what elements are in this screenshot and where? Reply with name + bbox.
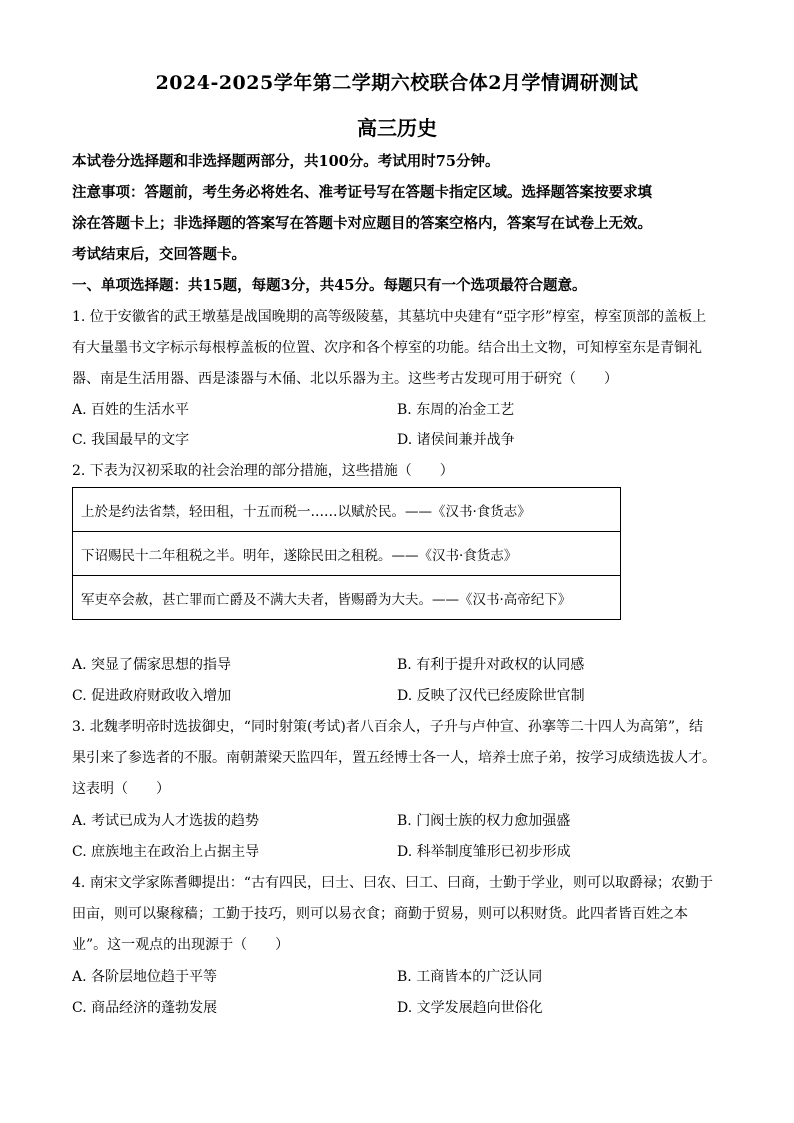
attention-line-3: 考试结束后，交回答题卡。 [72, 246, 246, 263]
q1-stem-line-1: 1. 位于安徽省的武王墩墓是战国晚期的高等级陵墓，其墓坑中央建有“亞字形”椁室，椁室顶部的盖板上 [72, 309, 707, 325]
q2-option-d: D. 反映了汉代已经废除世官制 [397, 688, 585, 704]
q1-option-b: B. 东周的冶金工艺 [397, 402, 515, 418]
q2-option-b: B. 有利于提升对政权的认同感 [397, 657, 585, 673]
q1-stem-line-3: 器、南是生活用器、西是漆器与木俑、北以乐器为主。这些考古发现可用于研究（ ） [72, 371, 618, 387]
q4-option-c: C. 商品经济的蓬勃发展 [72, 1000, 218, 1016]
attention-line-1: 注意事项：答题前，考生务必将姓名、准考证号写在答题卡指定区域。选择题答案按要求填 [72, 184, 652, 201]
q2-source-table [72, 487, 621, 620]
q2-option-c: C. 促进政府财政收入增加 [72, 688, 232, 704]
q1-option-a: A. 百姓的生活水平 [72, 402, 190, 418]
q1-stem-line-2: 有大量墨书文字标示每根椁盖板的位置、次序和各个椁室的功能。结合出土文物，可知椁室东是青铜礼 [72, 340, 702, 356]
table-cell: 军吏卒会赦，甚亡罪而亡爵及不满大夫者，皆赐爵为大夫。——《汉书·高帝纪下》 [73, 576, 621, 620]
q4-stem-line-3: 业”。这一观点的出现源于（ ） [72, 937, 290, 953]
q3-stem-line-2: 果引来了参选者的不服。南朝萧梁天监四年，置五经博士各一人，培养士庶子弟，按学习成绩选拔人才。 [72, 750, 716, 766]
exam-intro: 本试卷分选择题和非选择题两部分，共100分。考试用时75分钟。 [72, 153, 500, 170]
attention-line-2: 涂在答题卡上；非选择题的答案写在答题卡对应题目的答案空格内，答案写在试卷上无效。 [72, 215, 652, 232]
q3-option-b: B. 门阀士族的权力愈加强盛 [397, 813, 571, 829]
q3-option-c: C. 庶族地主在政治上占据主导 [72, 844, 260, 860]
q4-stem-line-1: 4. 南宋文学家陈耆卿提出：“古有四民，曰士、曰农、曰工、曰商，士勤于学业，则可以取爵禄；农勤于 [72, 875, 713, 891]
q3-option-a: A. 考试已成为人才选拔的趋势 [72, 813, 260, 829]
exam-title: 2024-2025学年第二学期六校联合体2月学情调研测试 [155, 72, 639, 94]
q2-stem-line-1: 2. 下表为汉初采取的社会治理的部分措施，这些措施（ ） [72, 463, 454, 479]
table-row [73, 576, 621, 620]
q2-option-a: A. 突显了儒家思想的指导 [72, 657, 232, 673]
q1-option-c: C. 我国最早的文字 [72, 432, 190, 448]
q3-stem-line-3: 这表明（ ） [72, 781, 170, 797]
q3-option-d: D. 科举制度雏形已初步形成 [397, 844, 571, 860]
q3-stem-line-1: 3. 北魏孝明帝时选拔御史，“同时射策(考试)者八百余人，子升与卢仲宣、孙搴等二十四人为高第”，结 [72, 719, 704, 735]
table-row [73, 532, 621, 576]
q4-option-b: B. 工商皆本的广泛认同 [397, 969, 543, 985]
q4-option-a: A. 各阶层地位趋于平等 [72, 969, 218, 985]
section-heading: 一、单项选择题：共15题，每题3分，共45分。每题只有一个选项最符合题意。 [72, 277, 587, 294]
table-cell: 下诏赐民十二年租税之半。明年，遂除民田之租税。——《汉书·食货志》 [73, 532, 621, 576]
q1-option-d: D. 诸侯间兼并战争 [397, 432, 515, 448]
q4-stem-line-2: 田亩，则可以聚稼穑；工勤于技巧，则可以易衣食；商勤于贸易，则可以积财货。此四者皆百姓之本 [72, 906, 688, 922]
q4-option-d: D. 文学发展趋向世俗化 [397, 1000, 543, 1016]
subject-title: 高三历史 [357, 116, 437, 140]
table-cell: 上於是约法省禁，轻田租，十五而税一……以赋於民。——《汉书·食货志》 [73, 488, 621, 532]
table-row [73, 488, 621, 532]
